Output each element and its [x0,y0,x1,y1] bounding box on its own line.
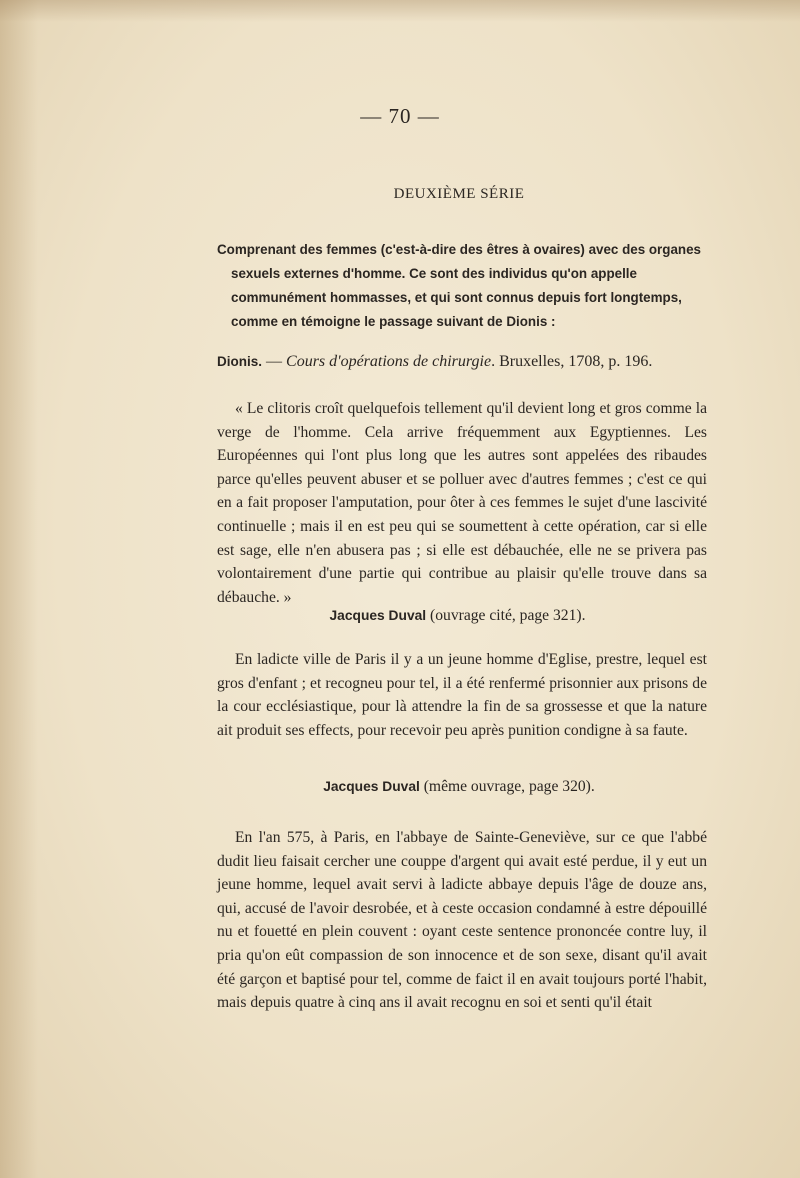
para2-text: En ladicte ville de Paris il y a un jeune homme d'Eglise, prestre, lequel est gros d'enfant ; et recogneu pour tel, il a été renfermé prisonnier aux prisons de la cour ecclésiastique, pour là attendre la fin de sa grossesse et que la nature ait produit ses effects, pour recevoir peu après punition condigne à sa faute. [217,651,707,739]
source-duval-2 [0,778,800,796]
citation-author: Dionis. [217,354,263,369]
page-number: — 70 — [360,104,440,128]
source-duval-1 [0,607,800,625]
quote-text: « Le clitoris croît quelquefois tellement qu'il devient long et gros comme la verge de l'homme. Cela arrive fréquemment aux Egyptiennes. Les Européennes qui l'ont plus long que les autres sont appelées des ribaudes parce qu'elles peuvent abuser et se polluer avec d'autres femmes ; c'est ce qui en a fait proposer l'amputation, pour ôter à ces femmes le sujet d'une lascivité continuelle ; mais il en est peu qui se soumettent à cette opération, car si elle est sage, elle n'en abusera pas ; si elle est débauchée, elle ne se privera pas volontairement d'une partie qui contribue au plaisir qu'elle trouve dans sa débauche. » [217,400,707,606]
section-heading: Comprenant des femmes (c'est-à-dire des êtres à ovaires) avec des organes sexuels externes d'homme. Ce sont des individus qu'on appelle communément hommasses, et qui sont connus depuis fort longtemps, comme en témoigne le passage suivant de Dionis : [217,242,701,329]
dionis-citation [217,350,707,374]
para3-text: En l'an 575, à Paris, en l'abbaye de Sainte-Geneviève, sur ce que l'abbé dudit lieu faisait cercher une couppe d'argent qui avait esté perdue, il y eut un jeune homme, lequel avait servi à ladicte abbaye depuis l'âge de douze ans, qui, accusé de l'avoir desrobée, et à ceste occasion condamné à estre dépouillé nu et fouetté en plein couvent : oyant ceste sentence prononcée contre luy, il pria qu'on eût compassion de son innocence et de son sexe, disant qu'il avait été garçon et baptisé pour tel, comme de faict il en avait toujours porté l'habit, mais depuis quatre à cinq ans il avait recognu en soi et senti qu'il était [217,829,707,1012]
source2-author: Jacques Duval [323,779,420,794]
citation-dash: — [262,353,287,370]
paragraph-abbey [217,826,707,1015]
source1-author: Jacques Duval [329,608,427,623]
series-title-text: DEUXIÈME SÉRIE [393,186,525,202]
dionis-quote [217,397,707,609]
series-title [0,186,800,203]
source2-detail: (même ouvrage, page 320). [419,778,595,795]
citation-rest: . Bruxelles, 1708, p. 196. [491,353,653,370]
citation-title: Cours d'opérations de chirurgie [286,353,492,370]
paragraph-priest [217,648,707,742]
source1-detail: (ouvrage cité, page 321). [426,607,586,624]
